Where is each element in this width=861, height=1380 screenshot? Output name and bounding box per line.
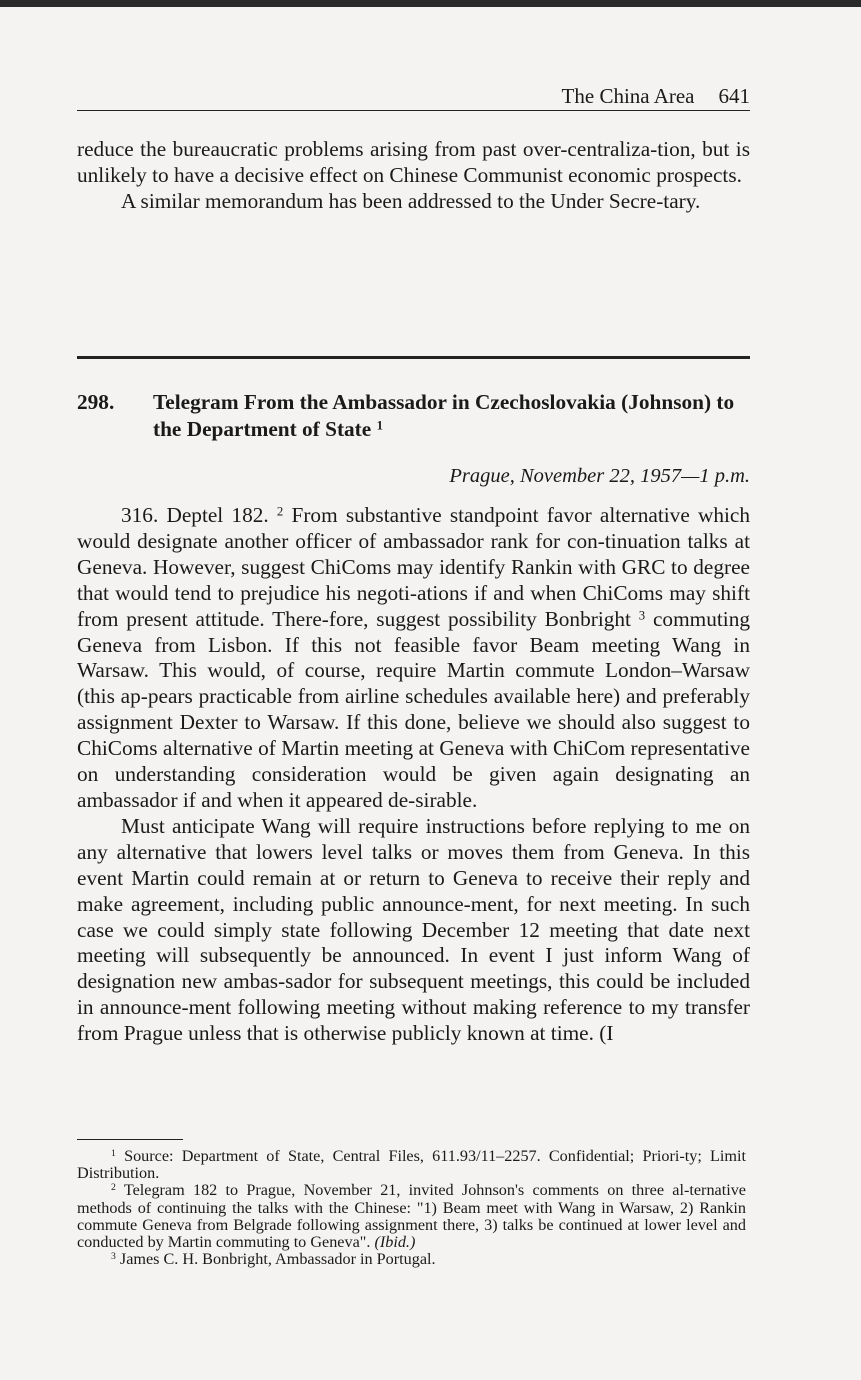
running-head	[562, 84, 750, 109]
document-title-text: Telegram From the Ambassador in Czechoslovakia (Johnson) to the Department of State	[153, 390, 735, 441]
footnote-3-marker: 3	[111, 1251, 116, 1263]
footnote-ref-2: 2	[276, 504, 284, 519]
continuation-text	[77, 137, 750, 215]
section-divider	[77, 356, 750, 359]
telegram-body	[77, 503, 750, 1047]
footnote-1-marker: 1	[111, 1148, 116, 1160]
telegram-paragraph-1	[77, 503, 750, 814]
document-title	[153, 389, 750, 443]
document-number: 298.	[77, 390, 115, 414]
continuation-paragraph-1: reduce the bureaucratic problems arising from past over-centraliza-tion, but is unlikely to have a decisive effect on Chinese Communist economic prospects.	[77, 137, 750, 187]
telegram-text-b: commuting Geneva from Lisbon. If this not feasible favor Beam meeting Wang in Warsaw. This would, of course, require Martin commute London–Warsaw (this ap-pears practicable from airline schedules available here) and preferably assignment Dexter to Warsaw. If this done, believe we should also suggest to ChiComs alternative of Martin meeting at Geneva with ChiCom representative on understanding consideration would be given again designating an ambassador if and when it appeared de-sirable.	[77, 606, 750, 812]
footnote-3	[77, 1251, 746, 1268]
footnote-1-text: Source: Department of State, Central Files, 611.93/11–2257. Confidential; Priori-ty; Limit Distribution.	[77, 1147, 747, 1183]
footnote-2-ibid: (Ibid.)	[374, 1233, 416, 1252]
telegram-text-a: From substantive standpoint favor alternative which would designate another officer of ambassador rank for con-tinuation talks at Geneva. However, suggest ChiComs may identify Rankin with GRC to degree that would tend to prejudice his negoti-ations if and when ChiComs may shift from present attitude. There-fore, suggest possibility Bonbright	[77, 503, 751, 631]
footnote-rule	[77, 1139, 183, 1140]
footnote-ref-3: 3	[638, 608, 646, 623]
continuation-paragraph-2: A similar memorandum has been addressed to the Under Secre-tary.	[121, 188, 701, 213]
telegram-number: 316. Deptel 182.	[121, 503, 269, 527]
footnote-2	[77, 1182, 746, 1251]
dateline: Prague, November 22, 1957—1 p.m.	[449, 465, 750, 487]
footnotes	[77, 1148, 746, 1268]
footnote-ref-1: 1	[376, 418, 383, 433]
telegram-paragraph-2: Must anticipate Wang will require instructions before replying to me on any alternative that lowers level talks or moves them from Geneva. In this event Martin could remain at or return to Geneva to receive their reply and make agreement, including public announce-ment, for next meeting. In such case we could simply state following December 12 meeting that date next meeting will subsequently be announced. In event I just inform Wang of designation new ambas-sador for subsequent meetings, this could be included in announce-ment following meeting without making reference to my transfer from Prague unless that is otherwise publicly known at time. (I	[77, 813, 750, 1046]
page-number: 641	[718, 84, 750, 108]
footnote-2-marker: 2	[111, 1182, 116, 1194]
page-top-edge	[0, 0, 861, 7]
footnote-1	[77, 1148, 746, 1182]
page-header	[77, 82, 750, 111]
footnote-2-text: Telegram 182 to Prague, November 21, invited Johnson's comments on three al-ternative methods of continuing the talks with the Chinese: "1) Beam meet with Wang in Warsaw, 2) Rankin commute Geneva from Belgrade following assignment there, 3) talks be continued at lower level and conducted by Martin commuting to Geneva".	[77, 1181, 746, 1252]
footnote-3-text: James C. H. Bonbright, Ambassador in Portugal.	[119, 1250, 436, 1269]
running-head-title: The China Area	[561, 84, 695, 108]
